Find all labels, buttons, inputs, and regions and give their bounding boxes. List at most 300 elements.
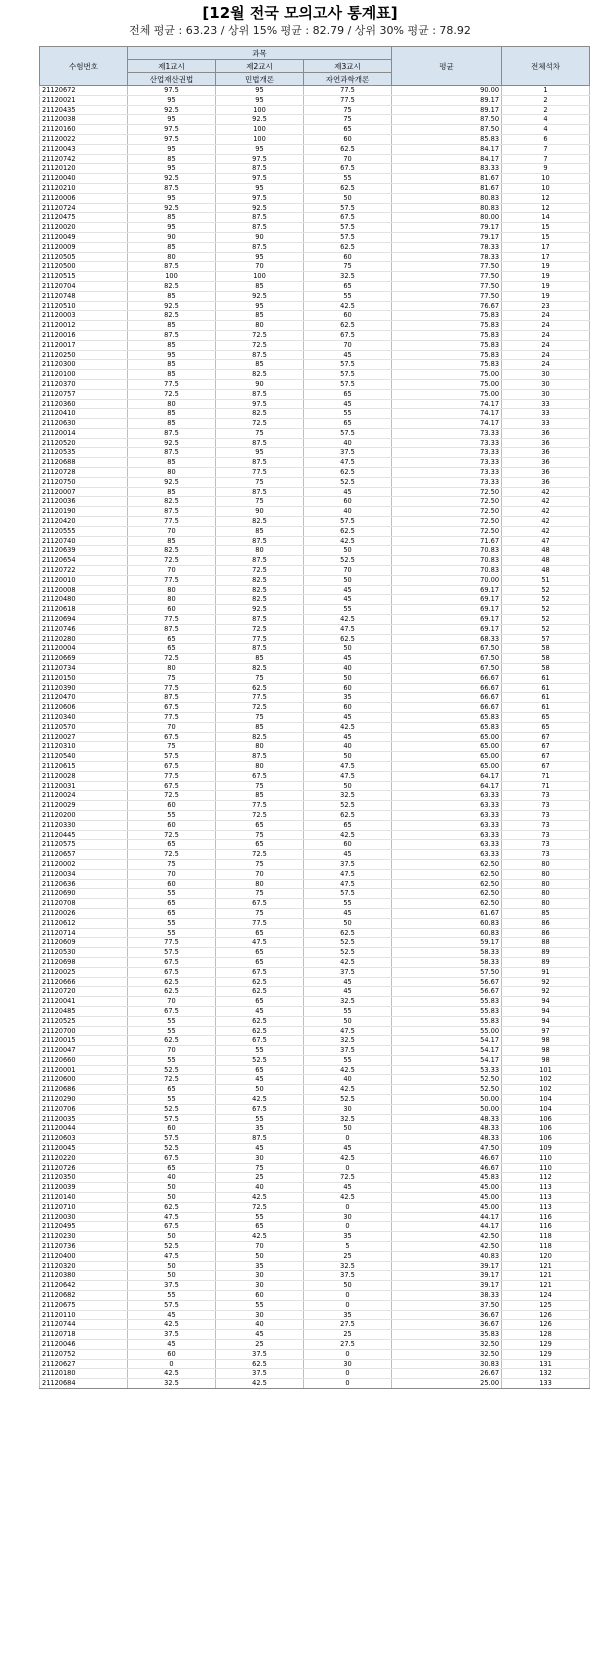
subject3-score-cell: 45 [304,850,392,860]
subject3-score-cell: 65 [304,389,392,399]
table-row [40,1310,590,1320]
subject2-score-cell: 67.5 [216,899,304,909]
rank-cell: 52 [502,595,590,605]
subject3-score-cell: 65 [304,281,392,291]
table-row [40,174,590,184]
subject1-score-cell: 67.5 [128,957,216,967]
subject2-score-cell: 75 [216,889,304,899]
exam-no-cell: 21120029 [40,801,128,811]
exam-no-cell: 21120525 [40,1016,128,1026]
table-row [40,957,590,967]
average-cell: 60.83 [392,918,502,928]
subject2-score-cell: 42.5 [216,1379,304,1389]
exam-no-cell: 21120220 [40,1153,128,1163]
table-row [40,1202,590,1212]
rank-cell: 14 [502,213,590,223]
subject1-score-cell: 77.5 [128,771,216,781]
exam-no-cell: 21120684 [40,1379,128,1389]
average-cell: 81.67 [392,183,502,193]
average-cell: 53.33 [392,1065,502,1075]
subject1-score-cell: 45 [128,1340,216,1350]
rank-cell: 30 [502,370,590,380]
subject2-score-cell: 82.5 [216,517,304,527]
subject1-score-cell: 60 [128,879,216,889]
average-cell: 75.83 [392,311,502,321]
rank-cell: 42 [502,507,590,517]
table-row [40,1134,590,1144]
exam-no-cell: 21120615 [40,761,128,771]
rank-cell: 98 [502,1046,590,1056]
subject1-score-cell: 60 [128,820,216,830]
rank-cell: 121 [502,1281,590,1291]
subject1-score-cell: 85 [128,242,216,252]
subject2-score-cell: 95 [216,183,304,193]
rank-cell: 19 [502,262,590,272]
exam-no-cell: 21120742 [40,154,128,164]
subject1-score-cell: 85 [128,487,216,497]
subject3-score-cell: 47.5 [304,879,392,889]
average-cell: 67.50 [392,664,502,674]
subject1-score-cell: 55 [128,1095,216,1105]
rank-cell: 19 [502,281,590,291]
exam-no-cell: 21120012 [40,321,128,331]
subject1-score-cell: 80 [128,664,216,674]
subject1-score-cell: 75 [128,859,216,869]
average-cell: 35.83 [392,1330,502,1340]
subject3-score-cell: 30 [304,1212,392,1222]
subject3-score-cell: 42.5 [304,1065,392,1075]
subject2-score-cell: 92.5 [216,203,304,213]
rank-cell: 1 [502,86,590,96]
table-row [40,350,590,360]
subject1-score-cell: 0 [128,1359,216,1369]
subject1-score-cell: 80 [128,252,216,262]
subject3-score-cell: 50 [304,1124,392,1134]
exam-no-cell: 21120480 [40,595,128,605]
table-row [40,389,590,399]
subject3-score-cell: 45 [304,595,392,605]
subject1-score-cell: 55 [128,810,216,820]
exam-no-cell: 21120688 [40,458,128,468]
table-row [40,1104,590,1114]
average-cell: 75.83 [392,360,502,370]
subject2-score-cell: 77.5 [216,468,304,478]
subject3-score-cell: 35 [304,1232,392,1242]
subject1-score-cell: 92.5 [128,438,216,448]
subject1-score-cell: 70 [128,722,216,732]
table-row [40,693,590,703]
subject2-score-cell: 95 [216,252,304,262]
table-row [40,810,590,820]
table-row [40,125,590,135]
subject1-score-cell: 47.5 [128,1251,216,1261]
exam-no-cell: 21120003 [40,311,128,321]
table-row [40,703,590,713]
subject2-score-cell: 75 [216,477,304,487]
subject2-score-cell: 65 [216,820,304,830]
average-cell: 64.17 [392,781,502,791]
subject3-score-cell: 57.5 [304,203,392,213]
subject3-score-cell: 30 [304,1104,392,1114]
subject3-score-cell: 67.5 [304,213,392,223]
exam-no-cell: 21120310 [40,742,128,752]
table-row [40,154,590,164]
exam-no-cell: 21120150 [40,673,128,683]
average-cell: 46.67 [392,1153,502,1163]
subject2-score-cell: 67.5 [216,967,304,977]
average-cell: 55.83 [392,997,502,1007]
subject2-score-cell: 82.5 [216,595,304,605]
rank-cell: 12 [502,203,590,213]
subject1-score-cell: 65 [128,644,216,654]
table-row [40,761,590,771]
exam-no-cell: 21120690 [40,889,128,899]
subject3-score-cell: 37.5 [304,1271,392,1281]
rank-cell: 86 [502,928,590,938]
table-row [40,272,590,282]
exam-no-cell: 21120320 [40,1261,128,1271]
average-cell: 50.00 [392,1104,502,1114]
rank-cell: 42 [502,526,590,536]
subject1-score-cell: 42.5 [128,1320,216,1330]
average-cell: 54.17 [392,1036,502,1046]
exam-no-cell: 21120618 [40,605,128,615]
exam-no-cell: 21120007 [40,487,128,497]
average-cell: 70.83 [392,566,502,576]
exam-no-cell: 21120008 [40,585,128,595]
table-row [40,713,590,723]
exam-no-cell: 21120340 [40,713,128,723]
subject2-score-cell: 80 [216,546,304,556]
subject1-score-cell: 72.5 [128,850,216,860]
subject2-score-cell: 97.5 [216,174,304,184]
exam-no-cell: 21120009 [40,242,128,252]
subject3-score-cell: 40 [304,664,392,674]
subject2-score-cell: 72.5 [216,850,304,860]
exam-no-cell: 21120752 [40,1349,128,1359]
average-cell: 65.83 [392,722,502,732]
subject1-score-cell: 55 [128,1026,216,1036]
table-row [40,1055,590,1065]
exam-no-cell: 21120639 [40,546,128,556]
average-cell: 67.50 [392,644,502,654]
subject3-score-cell: 35 [304,1310,392,1320]
table-row [40,987,590,997]
average-cell: 67.50 [392,654,502,664]
rank-cell: 116 [502,1212,590,1222]
exam-no-cell: 21120300 [40,360,128,370]
subject3-score-cell: 75 [304,105,392,115]
subject1-score-cell: 97.5 [128,125,216,135]
subject1-score-cell: 85 [128,154,216,164]
subject1-score-cell: 67.5 [128,703,216,713]
exam-no-cell: 21120722 [40,566,128,576]
subject3-score-cell: 50 [304,918,392,928]
table-row [40,379,590,389]
subject3-score-cell: 77.5 [304,95,392,105]
table-row [40,1124,590,1134]
subject3-score-cell: 32.5 [304,791,392,801]
subject3-score-cell: 42.5 [304,1153,392,1163]
rank-cell: 24 [502,321,590,331]
exam-no-cell: 21120028 [40,771,128,781]
rank-cell: 102 [502,1085,590,1095]
subject3-score-cell: 42.5 [304,615,392,625]
exam-no-cell: 21120698 [40,957,128,967]
average-cell: 44.17 [392,1222,502,1232]
subject3-score-cell: 57.5 [304,428,392,438]
subject1-score-cell: 77.5 [128,517,216,527]
table-row [40,556,590,566]
rank-cell: 89 [502,957,590,967]
rank-cell: 30 [502,389,590,399]
exam-no-cell: 21120049 [40,232,128,242]
subject1-score-cell: 80 [128,468,216,478]
rank-cell: 36 [502,448,590,458]
subject2-score-cell: 65 [216,1065,304,1075]
rank-cell: 33 [502,409,590,419]
rank-cell: 10 [502,183,590,193]
table-row [40,1242,590,1252]
exam-no-cell: 21120047 [40,1046,128,1056]
rank-cell: 10 [502,174,590,184]
subject1-score-cell: 95 [128,95,216,105]
table-row [40,634,590,644]
subject1-score-cell: 62.5 [128,987,216,997]
subject1-score-cell: 72.5 [128,1075,216,1085]
subject2-score-cell: 80 [216,879,304,889]
subject2-score-cell: 75 [216,830,304,840]
average-cell: 74.17 [392,419,502,429]
rank-cell: 7 [502,144,590,154]
exam-no-cell: 21120160 [40,125,128,135]
subject3-score-cell: 0 [304,1202,392,1212]
subject2-score-cell: 70 [216,1242,304,1252]
average-cell: 73.33 [392,477,502,487]
rank-cell: 73 [502,850,590,860]
subject3-score-cell: 55 [304,1055,392,1065]
exam-no-cell: 21120630 [40,419,128,429]
subject1-score-cell: 65 [128,1163,216,1173]
subject3-score-cell: 60 [304,497,392,507]
subject3-score-cell: 42.5 [304,722,392,732]
rank-cell: 36 [502,458,590,468]
table-row [40,644,590,654]
subject3-score-cell: 50 [304,752,392,762]
exam-no-cell: 21120046 [40,1340,128,1350]
rank-cell: 2 [502,105,590,115]
rank-cell: 15 [502,223,590,233]
subject3-score-cell: 72.5 [304,1173,392,1183]
table-row [40,203,590,213]
subject3-score-cell: 62.5 [304,144,392,154]
subject2-score-cell: 87.5 [216,615,304,625]
subject1-score-cell: 82.5 [128,311,216,321]
average-cell: 46.67 [392,1163,502,1173]
average-cell: 84.17 [392,154,502,164]
rank-cell: 126 [502,1320,590,1330]
average-cell: 87.50 [392,115,502,125]
subject3-score-cell: 45 [304,350,392,360]
table-row [40,840,590,850]
table-row [40,507,590,517]
rank-cell: 52 [502,615,590,625]
exam-no-cell: 21120410 [40,409,128,419]
rank-cell: 33 [502,419,590,429]
subject2-score-cell: 82.5 [216,575,304,585]
subject2-score-cell: 87.5 [216,389,304,399]
subject1-score-cell: 87.5 [128,183,216,193]
exam-no-cell: 21120575 [40,840,128,850]
rank-cell: 61 [502,673,590,683]
exam-no-cell: 21120120 [40,164,128,174]
exam-no-cell: 21120110 [40,1310,128,1320]
rank-cell: 4 [502,115,590,125]
table-row [40,1026,590,1036]
subject3-score-cell: 50 [304,1016,392,1026]
rank-cell: 97 [502,1026,590,1036]
table-row [40,722,590,732]
table-row [40,1222,590,1232]
subject3-score-cell: 32.5 [304,1036,392,1046]
rank-cell: 116 [502,1222,590,1232]
exam-no-cell: 21120642 [40,1281,128,1291]
subject2-score-cell: 82.5 [216,409,304,419]
table-row [40,732,590,742]
rank-cell: 52 [502,585,590,595]
table-row [40,330,590,340]
exam-no-cell: 21120728 [40,468,128,478]
table-row [40,1085,590,1095]
subject1-score-cell: 67.5 [128,781,216,791]
exam-no-cell: 21120041 [40,997,128,1007]
subject3-score-cell: 50 [304,644,392,654]
exam-no-cell: 21120686 [40,1085,128,1095]
subject3-score-cell: 70 [304,566,392,576]
subject1-score-cell: 67.5 [128,1153,216,1163]
average-cell: 25.00 [392,1379,502,1389]
average-cell: 40.83 [392,1251,502,1261]
subject1-score-cell: 87.5 [128,262,216,272]
rank-cell: 112 [502,1173,590,1183]
subject2-score-cell: 87.5 [216,752,304,762]
subject3-score-cell: 52.5 [304,556,392,566]
rank-cell: 89 [502,948,590,958]
subject1-score-cell: 77.5 [128,575,216,585]
rank-cell: 9 [502,164,590,174]
subject2-score-cell: 72.5 [216,330,304,340]
average-cell: 80.00 [392,213,502,223]
average-cell: 79.17 [392,223,502,233]
subject2-score-cell: 67.5 [216,1036,304,1046]
average-cell: 80.83 [392,193,502,203]
average-cell: 70.83 [392,556,502,566]
average-cell: 75.00 [392,370,502,380]
table-row [40,1153,590,1163]
rank-cell: 24 [502,360,590,370]
subject2-score-cell: 100 [216,272,304,282]
rank-cell: 129 [502,1340,590,1350]
subject3-score-cell: 27.5 [304,1320,392,1330]
subject2-score-cell: 30 [216,1153,304,1163]
table-row [40,889,590,899]
average-cell: 69.17 [392,624,502,634]
average-cell: 63.33 [392,801,502,811]
table-row [40,242,590,252]
table-row [40,575,590,585]
average-cell: 72.50 [392,497,502,507]
page-title: [12월 전국 모의고사 통계표] [202,4,398,22]
exam-no-cell: 21120485 [40,1006,128,1016]
subject3-score-cell: 60 [304,311,392,321]
header-average: 평균 [392,47,502,86]
average-cell: 65.00 [392,742,502,752]
table-row [40,487,590,497]
subject3-score-cell: 0 [304,1163,392,1173]
subject1-score-cell: 85 [128,536,216,546]
table-row [40,830,590,840]
subject1-score-cell: 92.5 [128,203,216,213]
subject3-score-cell: 37.5 [304,1046,392,1056]
subject2-score-cell: 55 [216,1114,304,1124]
rank-cell: 48 [502,566,590,576]
subject1-score-cell: 75 [128,673,216,683]
exam-no-cell: 21120330 [40,820,128,830]
subject3-score-cell: 45 [304,585,392,595]
subject2-score-cell: 30 [216,1281,304,1291]
subject1-score-cell: 50 [128,1271,216,1281]
exam-no-cell: 21120706 [40,1104,128,1114]
subject3-score-cell: 50 [304,781,392,791]
subject1-score-cell: 55 [128,928,216,938]
subject2-score-cell: 87.5 [216,223,304,233]
average-cell: 74.17 [392,409,502,419]
average-cell: 77.50 [392,272,502,282]
average-cell: 48.33 [392,1124,502,1134]
exam-no-cell: 21120570 [40,722,128,732]
subject2-score-cell: 95 [216,95,304,105]
subject2-score-cell: 42.5 [216,1095,304,1105]
average-cell: 75.00 [392,379,502,389]
exam-no-cell: 21120044 [40,1124,128,1134]
exam-no-cell: 21120017 [40,340,128,350]
subject1-score-cell: 72.5 [128,791,216,801]
subject1-score-cell: 57.5 [128,1300,216,1310]
average-cell: 85.83 [392,134,502,144]
subject3-score-cell: 57.5 [304,223,392,233]
table-row [40,624,590,634]
subject3-score-cell: 57.5 [304,889,392,899]
table-row [40,321,590,331]
header-s2-name: 민법개론 [216,73,304,86]
rank-cell: 94 [502,997,590,1007]
subject2-score-cell: 75 [216,859,304,869]
subject2-score-cell: 45 [216,1006,304,1016]
exam-no-cell: 21120140 [40,1193,128,1203]
exam-no-cell: 21120024 [40,791,128,801]
subject3-score-cell: 50 [304,673,392,683]
subject3-score-cell: 62.5 [304,526,392,536]
average-cell: 87.50 [392,125,502,135]
rank-cell: 12 [502,193,590,203]
rank-cell: 121 [502,1271,590,1281]
subject2-score-cell: 60 [216,1291,304,1301]
subject1-score-cell: 72.5 [128,389,216,399]
subject3-score-cell: 55 [304,409,392,419]
exam-no-cell: 21120043 [40,144,128,154]
subject1-score-cell: 52.5 [128,1242,216,1252]
exam-no-cell: 21120660 [40,1055,128,1065]
